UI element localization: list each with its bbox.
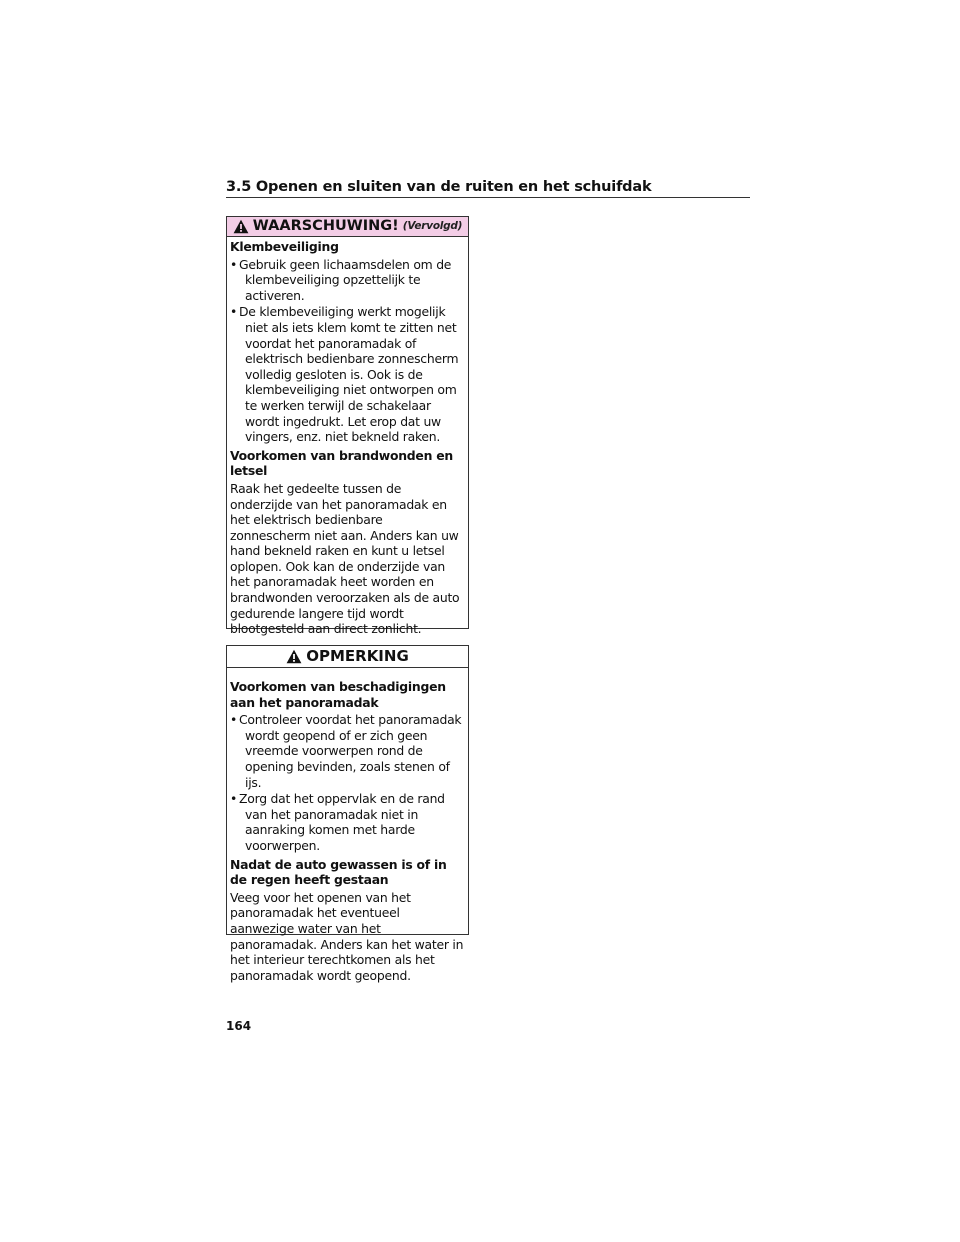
page-number: 164 — [226, 1019, 252, 1033]
notice-header — [227, 646, 468, 668]
notice-paragraph: Veeg voor het openen van het panoramadak het eventueel aanwezige water van het panoramadak. Anders kan het water in het interieur terechtkomen als het panoramadak wordt geopend. — [230, 889, 464, 983]
warning-bullet: • Gebruik geen lichaamsdelen om de klembeveiliging opzettelijk te activeren. — [230, 257, 465, 304]
warning-triangle-icon — [233, 219, 249, 234]
warning-paragraph: Raak het gedeelte tussen de onderzijde van het panoramadak en het elektrisch bedienbare zonnescherm niet aan. Anders kan uw hand bekneld raken en kunt u letsel oplopen. Ook kan de onderzijde van het panoramadak heet worden en brandwonden veroorzaken als de auto gedurende langere tijd wordt blootgesteld aan direct zonlicht. — [230, 480, 460, 637]
warning-header — [227, 217, 468, 237]
warning-content — [227, 237, 468, 637]
notice-box — [226, 645, 469, 983]
section-title: 3.5 Openen en sluiten van de ruiten en het schuifdak — [226, 179, 750, 198]
notice-content — [227, 668, 468, 983]
notice-heading-rain: Nadat de auto gewassen is of in de regen heeft gestaan — [230, 856, 447, 888]
warning-heading-burns: Voorkomen van brandwonden en letsel — [230, 447, 453, 479]
warning-bullet: • De klembeveiliging werkt mogelijk niet als iets klem komt te zitten net voordat het panoramadak of elektrisch bedienbare zonnescherm volledig gesloten is. Ook is de klembeveiliging niet ontworpen om te werken terwijl de schakelaar wordt ingedrukt. Let erop dat uw vingers, enz. niet bekneld raken. — [230, 304, 465, 444]
caution-triangle-icon — [286, 649, 302, 664]
notice-heading-damage: Voorkomen van beschadigingen aan het panoramadak — [230, 679, 446, 710]
notice-bullet: • Zorg dat het oppervlak en de rand van het panoramadak niet in aanraking komen met harde voorwerpen. — [230, 791, 465, 853]
warning-box — [226, 216, 469, 637]
notice-bullet: • Controleer voordat het panoramadak wordt geopend of er zich geen vreemde voorwerpen rond de opening bevinden, zoals stenen of ijs. — [230, 712, 465, 790]
warning-title: WAARSCHUWING! — [252, 217, 399, 234]
warning-heading-pinch-protection: Klembeveiliging — [230, 239, 339, 254]
notice-bullet-list — [230, 712, 465, 853]
notice-title: OPMERKING — [306, 646, 409, 665]
warning-bullet-list — [230, 257, 465, 445]
warning-continued-label: (Vervolgd) — [402, 219, 463, 232]
